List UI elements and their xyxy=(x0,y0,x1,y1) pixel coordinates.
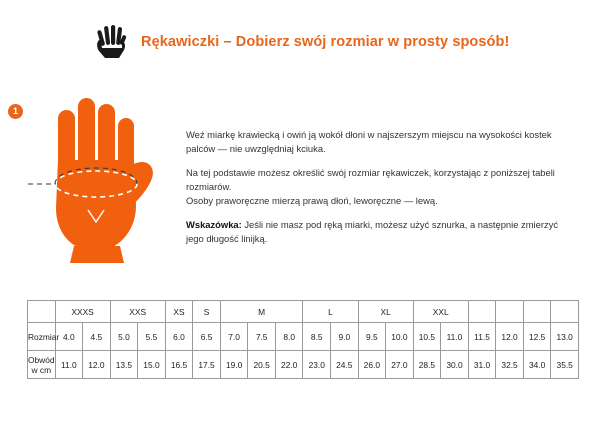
instruction-paragraph-2: Na tej podstawie możesz określić swój rozmiar rękawiczek, korzystając z poniższej tabeli rozmiarów. xyxy=(186,167,555,192)
size-group-header-blank xyxy=(523,301,551,323)
circumference-value-cell: 15.0 xyxy=(138,351,166,379)
size-value-cell: 8.0 xyxy=(275,323,303,351)
size-group-header-blank xyxy=(468,301,496,323)
size-value-cell: 5.0 xyxy=(110,323,138,351)
circumference-value-cell: 34.0 xyxy=(523,351,551,379)
instruction-paragraph-1: Weź miarkę krawiecką i owiń ją wokół dłoni w najszerszym miejscu na wysokości kostek palców — nie uwzględniaj kciuka. xyxy=(186,129,552,154)
hand-illustration xyxy=(12,88,182,263)
circumference-value-cell: 30.0 xyxy=(441,351,469,379)
page-title: Rękawiczki – Dobierz swój rozmiar w prosty sposób! xyxy=(141,34,510,50)
circumference-value-cell: 22.0 xyxy=(275,351,303,379)
size-group-header: S xyxy=(193,301,221,323)
size-group-header-row xyxy=(28,301,579,323)
size-value-cell: 4.0 xyxy=(55,323,83,351)
tip-paragraph xyxy=(186,218,576,245)
size-value-cell: 10.5 xyxy=(413,323,441,351)
circumference-value-cell: 12.0 xyxy=(83,351,111,379)
circumference-value-cell: 32.5 xyxy=(496,351,524,379)
size-value-cell: 7.5 xyxy=(248,323,276,351)
size-value-cell: 13.0 xyxy=(551,323,579,351)
size-table-wrapper xyxy=(27,300,579,379)
size-group-header-blank xyxy=(496,301,524,323)
size-row xyxy=(28,323,579,351)
circumference-value-cell: 27.0 xyxy=(386,351,414,379)
size-value-cell: 8.5 xyxy=(303,323,331,351)
size-value-cell: 12.0 xyxy=(496,323,524,351)
circumference-value-cell: 13.5 xyxy=(110,351,138,379)
tip-label: Wskazówka: xyxy=(186,219,242,231)
size-value-cell: 12.5 xyxy=(523,323,551,351)
size-value-cell: 7.0 xyxy=(220,323,248,351)
size-row-label: Rozmiar xyxy=(28,323,56,351)
circumference-value-cell: 26.0 xyxy=(358,351,386,379)
size-group-header-blank xyxy=(551,301,579,323)
circumference-row xyxy=(28,351,579,379)
circumference-value-cell: 20.5 xyxy=(248,351,276,379)
size-value-cell: 11.0 xyxy=(441,323,469,351)
size-group-header: XS xyxy=(165,301,193,323)
measure-marker-badge: 1 xyxy=(8,104,23,119)
circumference-value-cell: 35.5 xyxy=(551,351,579,379)
instruction-paragraph-3: Osoby praworęczne mierzą prawą dłoń, leworęczne — lewą. xyxy=(186,194,438,206)
instructions-block xyxy=(186,128,576,256)
size-value-cell: 6.0 xyxy=(165,323,193,351)
hand-print-icon xyxy=(95,24,129,60)
size-table-body xyxy=(28,301,579,379)
circumference-value-cell: 23.0 xyxy=(303,351,331,379)
circumference-value-cell: 16.5 xyxy=(165,351,193,379)
size-value-cell: 11.5 xyxy=(468,323,496,351)
circumference-value-cell: 31.0 xyxy=(468,351,496,379)
header-corner-cell xyxy=(28,301,56,323)
size-group-header: XXS xyxy=(110,301,165,323)
circumference-value-cell: 11.0 xyxy=(55,351,83,379)
size-group-header: XXXS xyxy=(55,301,110,323)
size-value-cell: 9.5 xyxy=(358,323,386,351)
size-group-header: L xyxy=(303,301,358,323)
circumference-value-cell: 28.5 xyxy=(413,351,441,379)
size-value-cell: 6.5 xyxy=(193,323,221,351)
size-value-cell: 4.5 xyxy=(83,323,111,351)
size-value-cell: 10.0 xyxy=(386,323,414,351)
size-group-header: M xyxy=(220,301,303,323)
size-value-cell: 5.5 xyxy=(138,323,166,351)
circumference-value-cell: 24.5 xyxy=(331,351,359,379)
circumference-row-label: Obwód w cm xyxy=(28,351,56,379)
circumference-value-cell: 17.5 xyxy=(193,351,221,379)
size-table xyxy=(27,300,579,379)
size-value-cell: 9.0 xyxy=(331,323,359,351)
tip-text: Jeśli nie masz pod ręką miarki, możesz użyć sznurka, a następnie zmierzyć jego długość linijką. xyxy=(186,219,559,244)
page-header xyxy=(95,24,565,60)
size-group-header: XXL xyxy=(413,301,468,323)
circumference-value-cell: 19.0 xyxy=(220,351,248,379)
size-group-header: XL xyxy=(358,301,413,323)
